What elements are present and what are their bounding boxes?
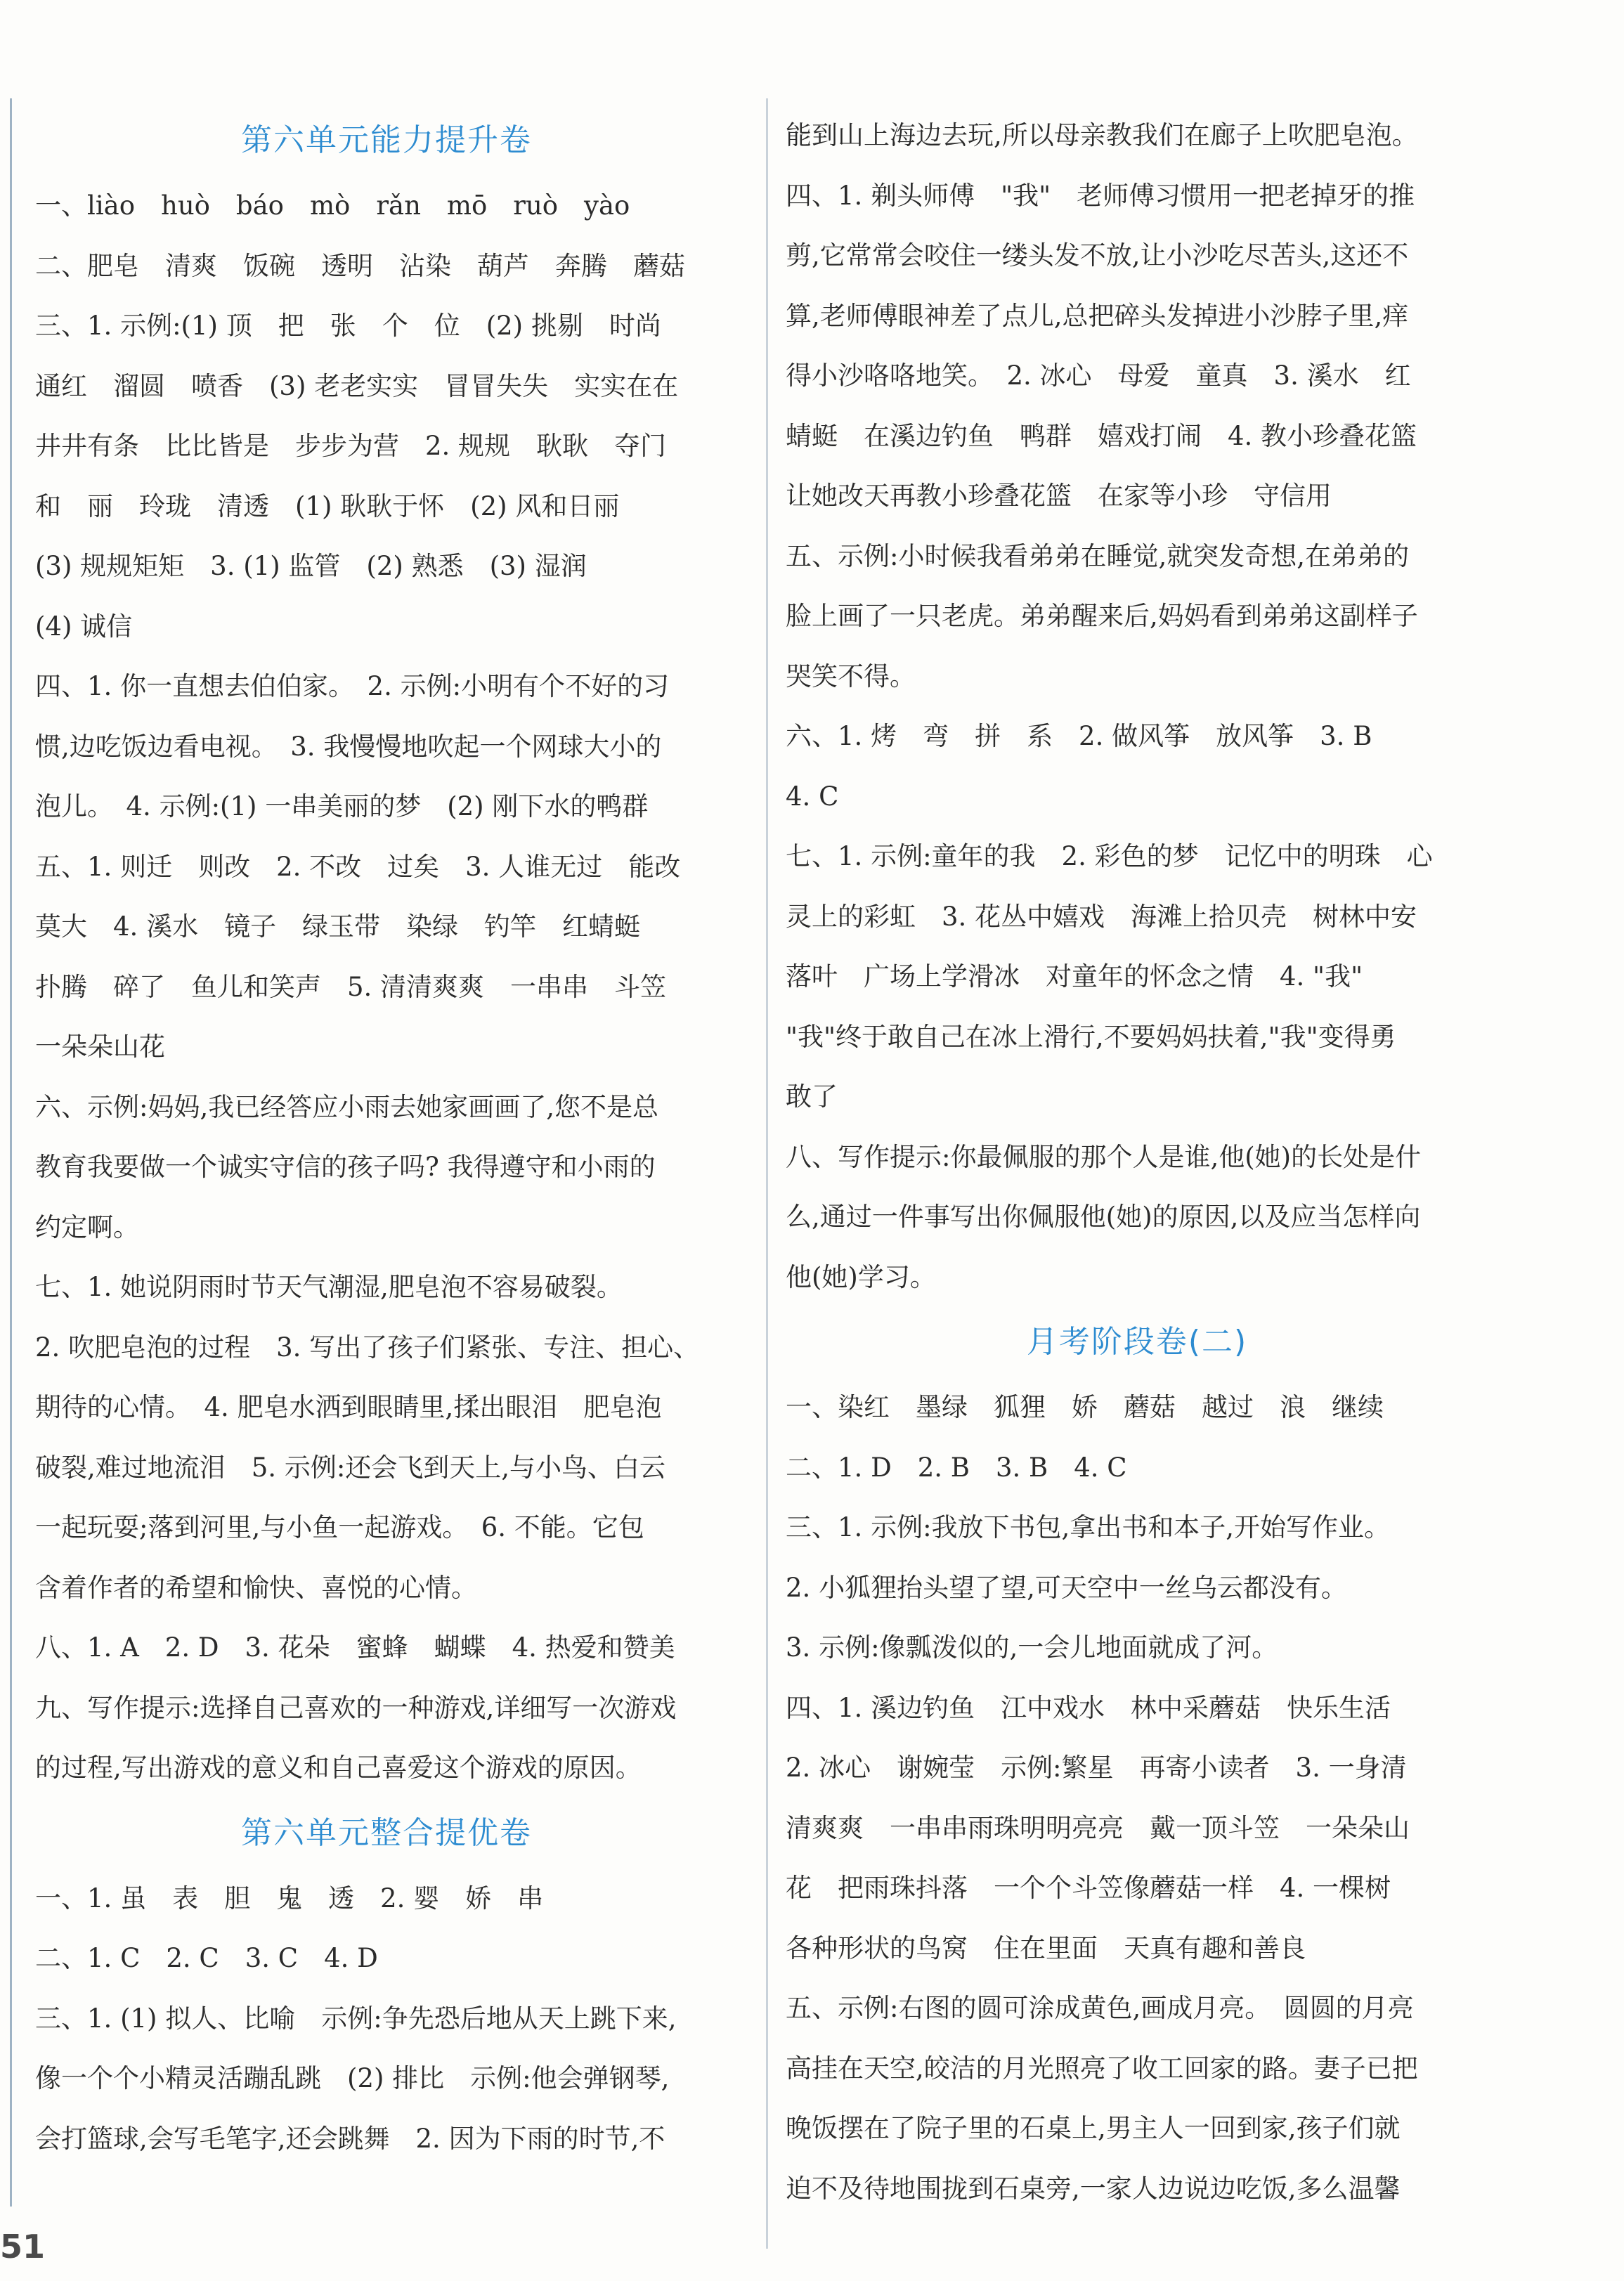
left-column <box>35 105 738 2169</box>
section-heading: 第六单元整合提优卷 <box>241 1814 532 1851</box>
answer-line: 一、liào huò báo mò rǎn mō ruò yào <box>35 190 630 221</box>
answer-line: 通红 溜圆 喷香 (3) 老老实实 冒冒失失 实实在在 <box>35 370 679 401</box>
answer-line: 脸上画了一只老虎。弟弟醒来后,妈妈看到弟弟这副样子 <box>786 601 1418 631</box>
answer-line: 期待的心情。 4. 肥皂水洒到眼睛里,揉出眼泪 肥皂泡 <box>35 1392 662 1422</box>
answer-line: 三、1. (1) 拟人、比喻 示例:争先恐后地从天上跳下来, <box>35 2003 677 2034</box>
answer-line: 一、1. 虽 表 胆 鬼 透 2. 婴 娇 串 <box>35 1883 544 1913</box>
answer-line: 3. 示例:像瓢泼似的,一会儿地面就成了河。 <box>786 1632 1278 1663</box>
answer-line: 晚饭摆在了院子里的石桌上,男主人一回到家,孩子们就 <box>786 2113 1401 2143</box>
answer-line: 他(她)学习。 <box>786 1261 936 1292</box>
answer-line: 2. 小狐狸抬头望了望,可天空中一丝乌云都没有。 <box>786 1572 1347 1603</box>
answer-block <box>786 1377 1488 2218</box>
section-heading: 第六单元能力提升卷 <box>241 122 532 158</box>
answer-line: 四、1. 你一直想去伯伯家。 2. 示例:小明有个不好的习 <box>35 671 670 701</box>
answer-line: 含着作者的希望和愉快、喜悦的心情。 <box>35 1572 477 1603</box>
answer-block <box>35 176 738 1798</box>
answer-line: 五、示例:右图的圆可涂成黄色,画成月亮。 圆圆的月亮 <box>786 1993 1414 2023</box>
answer-line: 约定啊。 <box>35 1211 139 1242</box>
answer-line: 能到山上海边去玩,所以母亲教我们在廊子上吹肥皂泡。 <box>786 120 1418 150</box>
answer-line: 井井有条 比比皆是 步步为营 2. 规规 耿耿 夺门 <box>35 431 667 461</box>
answer-line: 敢了 <box>786 1081 838 1112</box>
answer-line: 一朵朵山花 <box>35 1032 165 1062</box>
answer-line: 六、示例:妈妈,我已经答应小雨去她家画画了,您不是总 <box>35 1091 658 1122</box>
answer-line: 八、1. A 2. D 3. 花朵 蜜蜂 蝴蝶 4. 热爱和赞美 <box>35 1632 675 1663</box>
answer-line: 三、1. 示例:(1) 顶 把 张 个 位 (2) 挑剔 时尚 <box>35 311 661 341</box>
answer-line: (4) 诚信 <box>35 611 133 642</box>
answer-line: 剪,它常常会咬住一缕头发不放,让小沙吃尽苦头,这还不 <box>786 240 1409 271</box>
answer-line: 四、1. 溪边钓鱼 江中戏水 林中采蘑菇 快乐生活 <box>786 1692 1391 1723</box>
answer-line: 高挂在天空,皎洁的月光照亮了收工回家的路。妻子已把 <box>786 2053 1418 2084</box>
column-divider <box>766 98 768 2249</box>
answer-line: 五、示例:小时候我看弟弟在睡觉,就突发奇想,在弟弟的 <box>786 540 1409 571</box>
answer-line: 2. 吹肥皂泡的过程 3. 写出了孩子们紧张、专注、担心、 <box>35 1332 700 1363</box>
answer-line: 泡儿。 4. 示例:(1) 一串美丽的梦 (2) 刚下水的鸭群 <box>35 791 649 821</box>
answer-line: 扑腾 碎了 鱼儿和笑声 5. 清清爽爽 一串串 斗笠 <box>35 971 667 1002</box>
answer-line: 算,老师傅眼神差了点儿,总把碎头发掉进小沙脖子里,痒 <box>786 300 1409 331</box>
answer-line: 和 丽 玲珑 清透 (1) 耿耿于怀 (2) 风和日丽 <box>35 490 620 521</box>
answer-line: 各种形状的鸟窝 住在里面 天真有趣和善良 <box>786 1932 1306 1963</box>
answer-line: 落叶 广场上学滑冰 对童年的怀念之情 4. "我" <box>786 961 1363 992</box>
answer-line: 么,通过一件事写出你佩服他(她)的原因,以及应当怎样向 <box>786 1202 1421 1232</box>
answer-line: 灵上的彩虹 3. 花丛中嬉戏 海滩上拾贝壳 树林中安 <box>786 901 1417 932</box>
answer-line: 会打篮球,会写毛笔字,还会跳舞 2. 因为下雨的时节,不 <box>35 2123 665 2154</box>
answer-line: 四、1. 剃头师傅 "我" 老师傅习惯用一把老掉牙的推 <box>786 180 1415 211</box>
answer-line: 的过程,写出游戏的意义和自己喜爱这个游戏的原因。 <box>35 1753 642 1783</box>
answer-line: 4. C <box>786 781 839 812</box>
answer-line: 二、1. C 2. C 3. C 4. D <box>35 1943 378 1973</box>
right-column <box>786 105 1488 2218</box>
answer-line: 五、1. 则迁 则改 2. 不改 过矣 3. 人谁无过 能改 <box>35 851 681 882</box>
answer-line: 二、1. D 2. B 3. B 4. C <box>786 1452 1127 1483</box>
answer-line: 破裂,难过地流泪 5. 示例:还会飞到天上,与小鸟、白云 <box>35 1452 666 1483</box>
answer-line: 哭笑不得。 <box>786 661 916 691</box>
answer-line: 得小沙咯咯地笑。 2. 冰心 母爱 童真 3. 溪水 红 <box>786 360 1411 391</box>
answer-block <box>35 1869 738 2169</box>
answer-line: 七、1. 她说阴雨时节天气潮湿,肥皂泡不容易破裂。 <box>35 1272 623 1302</box>
answer-line: 惯,边吃饭边看电视。 3. 我慢慢地吹起一个网球大小的 <box>35 731 662 762</box>
answer-line: 六、1. 烤 弯 拼 系 2. 做风筝 放风筝 3. B <box>786 721 1372 751</box>
answer-line: 莫大 4. 溪水 镜子 绿玉带 染绿 钓竿 红蜻蜓 <box>35 911 641 942</box>
answer-line: 让她改天再教小珍叠花篮 在家等小珍 守信用 <box>786 481 1332 511</box>
answer-line: 蜻蜓 在溪边钓鱼 鸭群 嬉戏打闹 4. 教小珍叠花篮 <box>786 420 1417 451</box>
answer-line: 清爽爽 一串串雨珠明明亮亮 戴一顶斗笠 一朵朵山 <box>786 1812 1410 1843</box>
answer-line: 七、1. 示例:童年的我 2. 彩色的梦 记忆中的明珠 心 <box>786 841 1433 871</box>
answer-line: 迫不及待地围拢到石桌旁,一家人边说边吃饭,多么温馨 <box>786 2173 1401 2204</box>
margin-rule <box>10 98 12 2207</box>
answer-line: 一起玩耍;落到河里,与小鱼一起游戏。 6. 不能。它包 <box>35 1512 644 1542</box>
answer-block <box>786 105 1488 1307</box>
answer-line: 像一个个小精灵活蹦乱跳 (2) 排比 示例:他会弹钢琴, <box>35 2063 670 2093</box>
answer-line: "我"终于敢自己在冰上滑行,不要妈妈扶着,"我"变得勇 <box>786 1021 1396 1052</box>
answer-line: 八、写作提示:你最佩服的那个人是谁,他(她)的长处是什 <box>786 1141 1422 1172</box>
answer-line: 一、染红 墨绿 狐狸 娇 蘑菇 越过 浪 继续 <box>786 1392 1384 1422</box>
page-number: 51 <box>0 2228 46 2266</box>
section-heading: 月考阶段卷(二) <box>1026 1324 1248 1360</box>
answer-line: 2. 冰心 谢婉莹 示例:繁星 再寄小读者 3. 一身清 <box>786 1753 1407 1783</box>
answer-line: 三、1. 示例:我放下书包,拿出书和本子,开始写作业。 <box>786 1512 1391 1542</box>
answer-line: 二、肥皂 清爽 饭碗 透明 沾染 葫芦 奔腾 蘑菇 <box>35 250 685 281</box>
answer-line: (3) 规规矩矩 3. (1) 监管 (2) 熟悉 (3) 湿润 <box>35 551 587 581</box>
answer-line: 九、写作提示:选择自己喜欢的一种游戏,详细写一次游戏 <box>35 1692 677 1723</box>
answer-line: 教育我要做一个诚实守信的孩子吗? 我得遵守和小雨的 <box>35 1152 656 1182</box>
answer-line: 花 把雨珠抖落 一个个斗笠像蘑菇一样 4. 一棵树 <box>786 1873 1391 1903</box>
